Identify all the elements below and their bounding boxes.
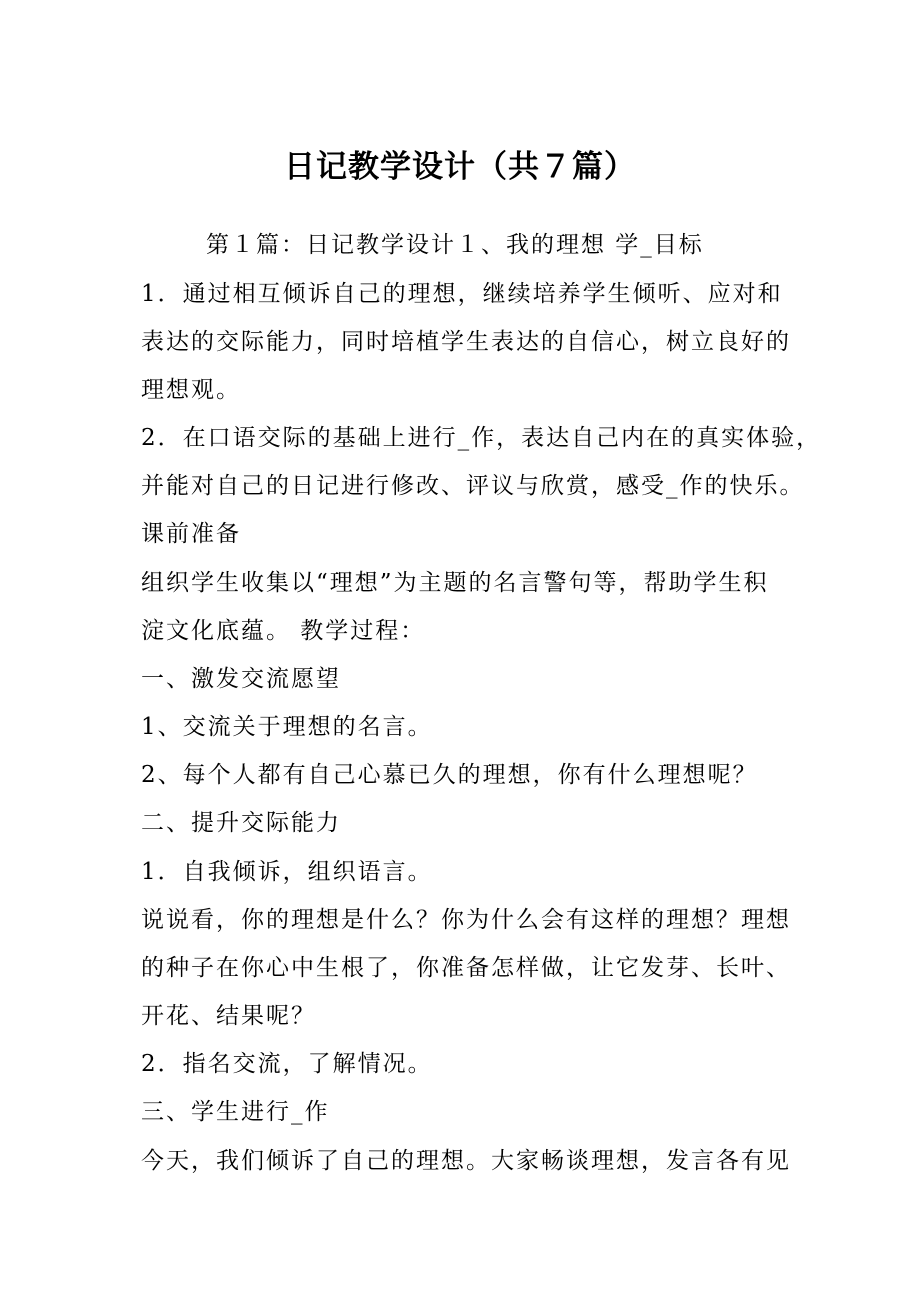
body-line: 表达的交际能力，同时培植学生表达的自信心，树立良好的 (141, 329, 791, 355)
section-heading-line: 二、提升交际能力 (141, 810, 341, 836)
document-title: 日记教学设计（共７篇） (284, 149, 636, 185)
section-heading-line: 一、激发交流愿望 (141, 666, 341, 692)
body-line: 2．在口语交际的基础上进行_作，表达自己内在的真实体验， (141, 425, 822, 451)
section-heading-line: 三、学生进行_作 (141, 1099, 330, 1125)
body-line: 1．自我倾诉，组织语言。 (141, 859, 433, 885)
body-line: 2．指名交流，了解情况。 (141, 1051, 433, 1077)
section-heading-line: 课前准备 (141, 521, 241, 547)
body-line: 今天，我们倾诉了自己的理想。大家畅谈理想，发言各有见 (141, 1148, 791, 1174)
body-line: 并能对自己的日记进行修改、评议与欣赏，感受_作的快乐。 (141, 473, 805, 499)
body-line: 理想观。 (141, 377, 241, 403)
body-line: 组织学生收集以“理想”为主题的名言警句等，帮助学生积 (141, 570, 769, 596)
body-line: 2、每个人都有自己心慕已久的理想，你有什么理想呢？ (141, 762, 758, 788)
section-heading-line: 第１篇：日记教学设计１、我的理想 学_目标 (206, 232, 704, 258)
body-line: 1．通过相互倾诉自己的理想，继续培养学生倾听、应对和 (141, 281, 783, 307)
body-line: 淀文化底蕴。 教学过程： (141, 618, 426, 644)
body-line: 的种子在你心中生根了，你准备怎样做，让它发芽、长叶、 (141, 955, 791, 981)
body-line: 开花、结果呢？ (141, 1003, 316, 1029)
body-line: 说说看，你的理想是什么？你为什么会有这样的理想？理想 (141, 907, 791, 933)
body-line: 1、交流关于理想的名言。 (141, 714, 433, 740)
